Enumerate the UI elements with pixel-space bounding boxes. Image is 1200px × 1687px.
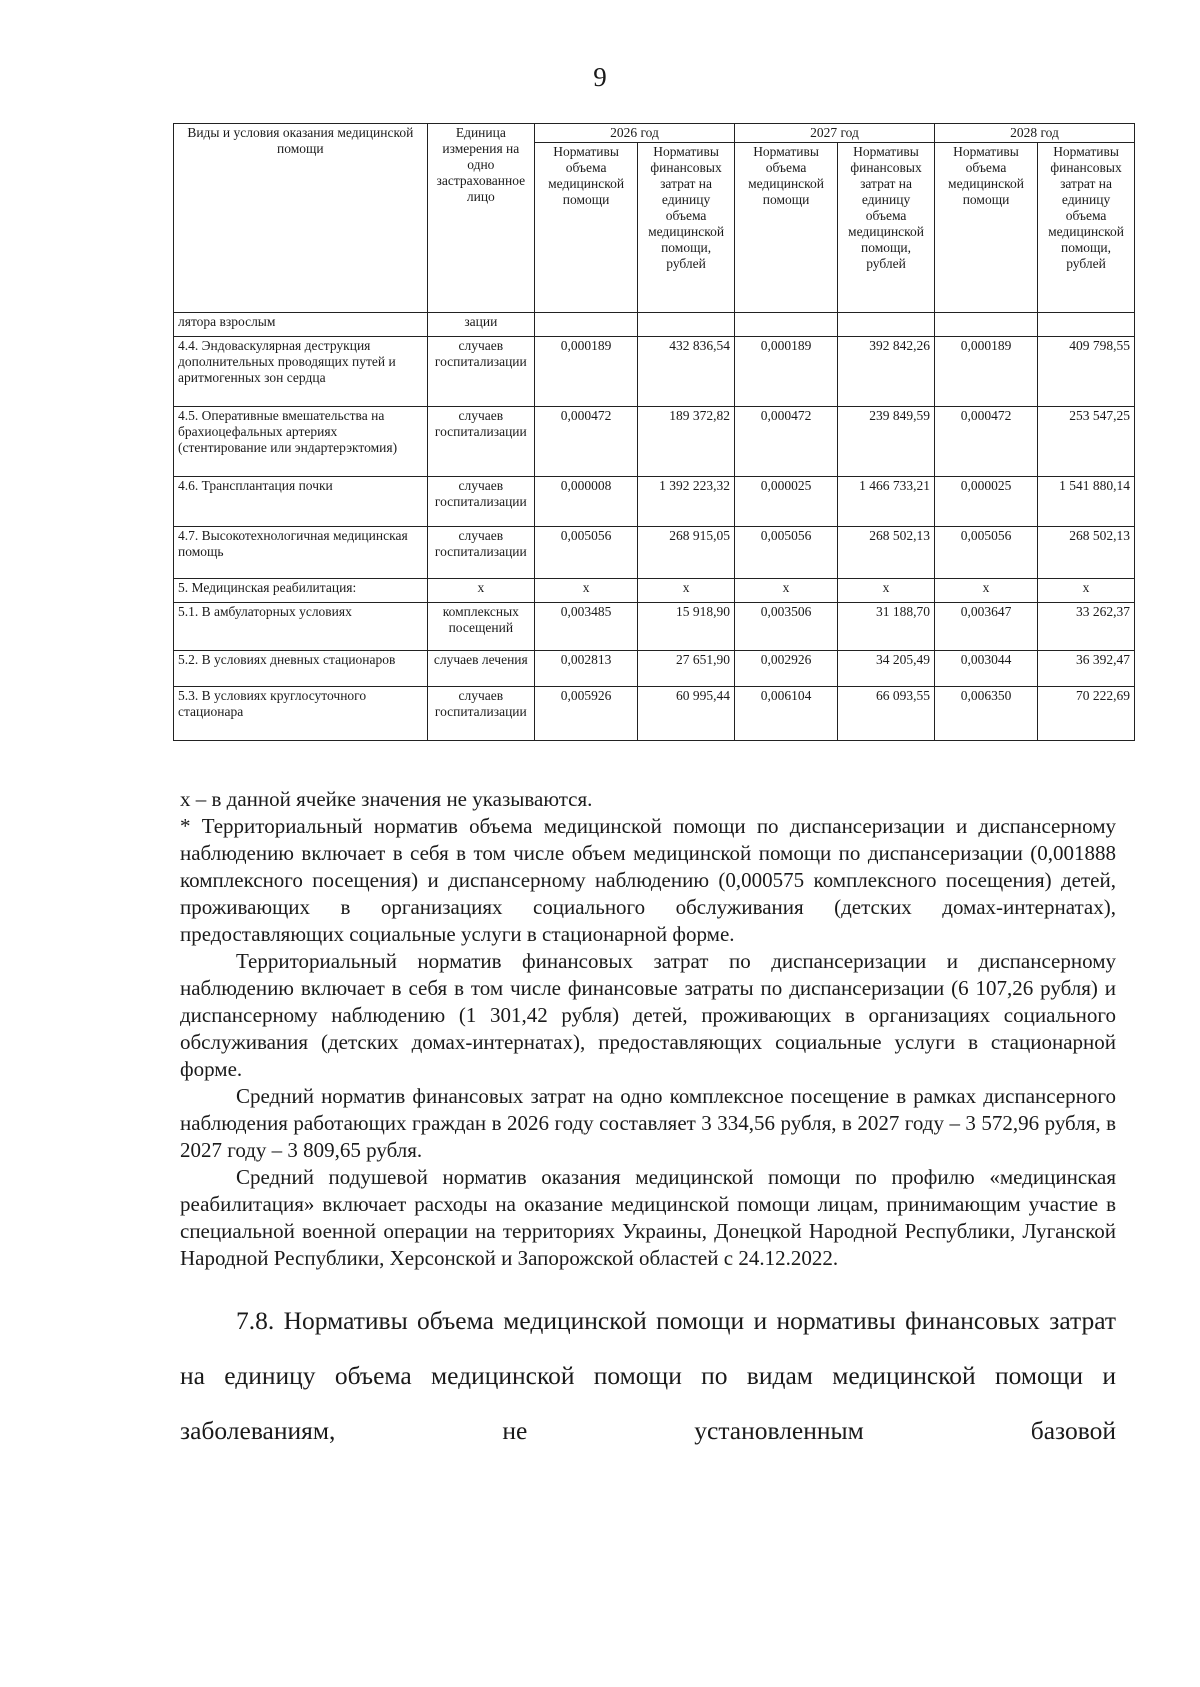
cell-finance: 34 205,49: [838, 651, 935, 687]
header-volume: Нормативы объема медицинской помощи: [734, 143, 837, 313]
row-unit: комплексных посещений: [427, 603, 534, 651]
cell-finance: 268 502,13: [1038, 527, 1135, 579]
section-text: 7.8. Нормативы объема медицинской помощи и нормативы финансовых затрат на единицу объема медицинской помощи по видам медицинской помощи и заболеваниям, не установленным базовой: [180, 1306, 1116, 1445]
row-name: 4.7. Высокотехнологичная медицинская помощь: [174, 527, 428, 579]
cell-volume: [535, 313, 638, 337]
row-unit: зации: [427, 313, 534, 337]
cell-finance: 31 188,70: [838, 603, 935, 651]
notes: [180, 786, 1116, 1272]
cell-finance: 33 262,37: [1038, 603, 1135, 651]
row-unit: случаев госпитализации: [427, 687, 534, 741]
header-volume: Нормативы объема медицинской помощи: [535, 143, 638, 313]
header-year-2028: 2028 год: [934, 124, 1134, 143]
cell-finance: 268 915,05: [638, 527, 735, 579]
cell-volume: 0,000189: [934, 337, 1037, 407]
cell-volume: х: [734, 579, 837, 603]
cell-volume: 0,003044: [934, 651, 1037, 687]
header-year-2026: 2026 год: [535, 124, 735, 143]
cell-volume: 0,005926: [535, 687, 638, 741]
cell-finance: 66 093,55: [838, 687, 935, 741]
note-finance: Территориальный норматив финансовых затрат по диспансеризации и диспансерному наблюдению включает в себя в том числе финансовые затраты по диспансеризации (6 107,26 рубля) и диспансерному наблюдению (1 301,42 рубля) детей, проживающих в организациях социального обслуживания (детских домах-интернатах), предоставляющих социальные услуги в стационарной форме.: [180, 949, 1116, 1081]
cell-finance: х: [638, 579, 735, 603]
row-name: 5.3. В условиях круглосуточного стационара: [174, 687, 428, 741]
row-name: 5. Медицинская реабилитация:: [174, 579, 428, 603]
table-row: [174, 407, 1135, 477]
row-name: 4.6. Трансплантация почки: [174, 477, 428, 527]
cell-finance: 70 222,69: [1038, 687, 1135, 741]
cell-volume: 0,000025: [734, 477, 837, 527]
cell-volume: 0,003506: [734, 603, 837, 651]
cell-volume: 0,002926: [734, 651, 837, 687]
cell-finance: [638, 313, 735, 337]
cell-finance: 1 541 880,14: [1038, 477, 1135, 527]
cell-volume: 0,000472: [535, 407, 638, 477]
row-unit: случаев лечения: [427, 651, 534, 687]
page-number: 9: [593, 62, 607, 92]
cell-volume: 0,003485: [535, 603, 638, 651]
cell-volume: х: [934, 579, 1037, 603]
cell-volume: 0,006104: [734, 687, 837, 741]
cell-finance: 189 372,82: [638, 407, 735, 477]
cell-finance: 392 842,26: [838, 337, 935, 407]
cell-volume: 0,000025: [934, 477, 1037, 527]
row-name: 5.1. В амбулаторных условиях: [174, 603, 428, 651]
cell-volume: 0,000472: [734, 407, 837, 477]
row-name: 5.2. В условиях дневных стационаров: [174, 651, 428, 687]
cell-finance: х: [838, 579, 935, 603]
cell-finance: 239 849,59: [838, 407, 935, 477]
cell-finance: 253 547,25: [1038, 407, 1135, 477]
table-row: [174, 687, 1135, 741]
row-unit: случаев госпитализации: [427, 527, 534, 579]
row-unit: случаев госпитализации: [427, 407, 534, 477]
cell-volume: 0,006350: [934, 687, 1037, 741]
row-name: лятора взрослым: [174, 313, 428, 337]
cell-volume: [734, 313, 837, 337]
cell-finance: 432 836,54: [638, 337, 735, 407]
cell-volume: 0,000189: [535, 337, 638, 407]
cell-finance: 27 651,90: [638, 651, 735, 687]
norms-table: [173, 123, 1135, 741]
cell-volume: 0,000472: [934, 407, 1037, 477]
cell-finance: 60 995,44: [638, 687, 735, 741]
note-rehab: Средний подушевой норматив оказания медицинской помощи по профилю «медицинская реабилитация» включает расходы на оказание медицинской помощи лицам, принимающим участие в специальной военной операции на территориях Украины, Донецкой Народной Республики, Луганской Народной Республики, Херсонской и Запорожской областей с 24.12.2022.: [180, 1165, 1116, 1270]
row-unit: случаев госпитализации: [427, 337, 534, 407]
cell-volume: 0,005056: [734, 527, 837, 579]
section-7-8: [180, 1293, 1116, 1458]
table-row: [174, 527, 1135, 579]
cell-finance: [1038, 313, 1135, 337]
cell-finance: х: [1038, 579, 1135, 603]
cell-finance: 15 918,90: [638, 603, 735, 651]
row-unit: х: [427, 579, 534, 603]
cell-volume: 0,000008: [535, 477, 638, 527]
table-row: [174, 603, 1135, 651]
header-finance: Нормативы финансовых затрат на единицу объема медицинской помощи, рублей: [1038, 143, 1135, 313]
row-unit: случаев госпитализации: [427, 477, 534, 527]
cell-finance: [838, 313, 935, 337]
header-volume: Нормативы объема медицинской помощи: [934, 143, 1037, 313]
cell-finance: 1 466 733,21: [838, 477, 935, 527]
cell-volume: 0,005056: [934, 527, 1037, 579]
cell-finance: 268 502,13: [838, 527, 935, 579]
table-row: [174, 579, 1135, 603]
cell-volume: 0,000189: [734, 337, 837, 407]
row-name: 4.4. Эндоваскулярная деструкция дополнительных проводящих путей и аритмогенных зон сердца: [174, 337, 428, 407]
table-row: [174, 313, 1135, 337]
cell-volume: [934, 313, 1037, 337]
table-row: [174, 651, 1135, 687]
header-year-2027: 2027 год: [734, 124, 934, 143]
cell-volume: 0,003647: [934, 603, 1037, 651]
table-row: [174, 337, 1135, 407]
note-x: х – в данной ячейке значения не указываются.: [180, 787, 593, 811]
note-average: Средний норматив финансовых затрат на одно комплексное посещение в рамках диспансерного наблюдения работающих граждан в 2026 году составляет 3 334,56 рубля, в 2027 году – 3 572,96 рубля, в 2027 году – 3 809,65 рубля.: [180, 1084, 1116, 1162]
cell-volume: 0,002813: [535, 651, 638, 687]
header-finance: Нормативы финансовых затрат на единицу объема медицинской помощи, рублей: [638, 143, 735, 313]
cell-finance: 36 392,47: [1038, 651, 1135, 687]
note-asterisk: * Территориальный норматив объема медицинской помощи по диспансеризации и диспансерному наблюдению включает в себя в том числе объем медицинской помощи по диспансеризации (0,001888 комплексного посещения) и диспансерному наблюдению (0,000575 комплексного посещения) детей, проживающих в организациях социального обслуживания (детских домах-интернатах), предоставляющих социальные услуги в стационарной форме.: [180, 814, 1116, 946]
row-name: 4.5. Оперативные вмешательства на брахиоцефальных артериях (стентирование или эндартерэктомия): [174, 407, 428, 477]
header-unit: Единица измерения на одно застрахованное лицо: [427, 124, 534, 313]
cell-finance: 409 798,55: [1038, 337, 1135, 407]
header-finance: Нормативы финансовых затрат на единицу объема медицинской помощи, рублей: [838, 143, 935, 313]
table-row: [174, 477, 1135, 527]
cell-volume: 0,005056: [535, 527, 638, 579]
header-kind: Виды и условия оказания медицинской помощи: [174, 124, 428, 313]
cell-volume: х: [535, 579, 638, 603]
cell-finance: 1 392 223,32: [638, 477, 735, 527]
